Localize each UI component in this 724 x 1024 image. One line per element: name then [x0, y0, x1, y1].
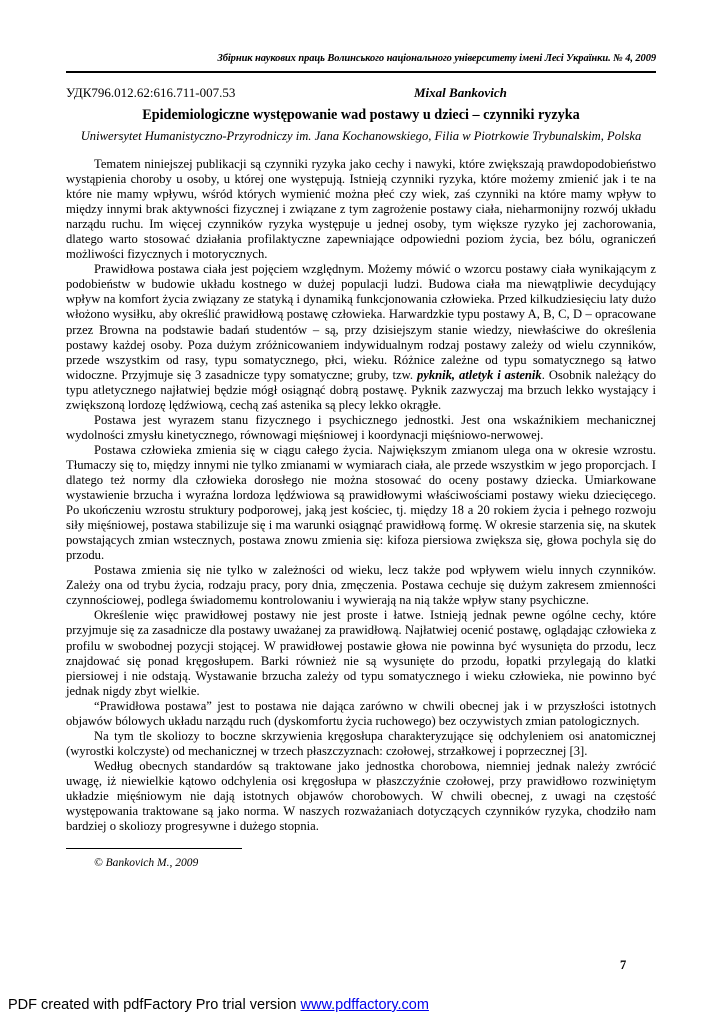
page-number: 7 — [620, 958, 627, 972]
journal-header: Збірник наукових праць Волинського національного університету імені Лесі Українки. № 4, 2009 — [217, 53, 656, 64]
paragraph-2-after: . Osobnik należący do typu atletycznego najłatwiej będzie mógł osiągnąć dobrą postawę. Pyknik zazwyczaj ma brzuch lekko wystający i zwiększoną lordozę lędźwiową, cechą zaś astenika są plecy lekko okrągłe. — [66, 367, 656, 412]
somatic-types-emphasis: pyknik, atletyk i astenik — [416, 367, 542, 382]
paragraph-2 — [66, 262, 656, 412]
document-page — [66, 52, 656, 870]
meta-line — [66, 85, 656, 101]
article-body — [66, 157, 656, 834]
paragraph-3: Postawa jest wyrazem stanu fizycznego i psychicznego jednostki. Jest ona wskaźnikiem mechanicznej wydolności zmysłu kinetycznego, równowagi mięśniowej i koordynacji mięśniowo-nerwowej. — [66, 412, 656, 442]
paragraph-7: “Prawidłowa postawa” jest to postawa nie dająca zarówno w chwili obecnej jak i w przyszłości istotnych objawów bólowych układu narządu ruch (dyskomfortu życia ruchowego) bez oczywistych zmian patologicznych. — [66, 698, 656, 728]
pdf-banner-text: PDF created with pdfFactory Pro trial version — [8, 997, 301, 1013]
paragraph-2-before: Prawidłowa postawa ciała jest pojęciem względnym. Możemy mówić o wzorcu postawy ciała wynikającym z podobieństw w budowie układu kostnego w dużej populacji ludzi. Budowa ciała ma niewątpliwie decydujący wpływ na komfort życia związany ze statyką i dynamiką funkcjonowania człowieka. Przed kilkudziesięciu laty dużo włożono wysiłku, aby określić prawidłową postawę człowieka. Harwardzkie typu postawy A, B, C, D – opracowane przez Browna na podstawie badań studentów – są, przy dzisiejszym stanie wiedzy, niewłaściwe do określenia postawy każdej osoby. Poza dużym zróżnicowaniem indywidualnym rodzaj postawy zależy od wielu czynników, przede wszystkim od rasy, typu somatycznego, płci, wieku. Różnice zależne od typu somatycznego są łatwo widoczne. Przyjmuje się 3 zasadnicze typy somatyczne; gruby, tzw. — [66, 262, 656, 382]
footnote-rule — [66, 848, 242, 849]
paragraph-8: Na tym tle skoliozy to boczne skrzywienia kręgosłupa charakteryzujące się odchyleniem osi anatomicznej (wyrostki kolczyste) od mechanicznej w trzech płaszczyznach: czołowej, strzałkowej i poprzecznej [3]. — [66, 728, 656, 758]
pdffactory-link[interactable]: www.pdffactory.com — [300, 997, 429, 1013]
author-name: Mixal Bankovich — [414, 85, 507, 100]
paragraph-9: Według obecnych standardów są traktowane jako jednostka chorobowa, niemniej jednak należy zwrócić uwagę, iż niewielkie kątowo odchylenia osi kręgosłupa w płaszczyźnie czołowej, przy prawidłowo rozwiniętym układzie mięśniowym nie dają istotnych objawów chorobowych. W chwili obecnej, z uwagi na częstość występowania traktowane są jako norma. W naszych rozważaniach dotyczących czynników ryzyka, chodziło nam bardziej o skoliozy progresywne i dużego stopnia. — [66, 758, 656, 834]
udk-code: УДК796.012.62:616.711-007.53 — [66, 85, 236, 100]
header-rule — [66, 71, 656, 73]
paragraph-6: Określenie więc prawidłowej postawy nie jest proste i łatwe. Istnieją jednak pewne ogólne cechy, które przyjmuje się za zasadnicze dla postawy uważanej za prawidłową. Najłatwiej ocenić postawę, oglądając człowieka z profilu w swobodnej pozycji stojącej. W prawidłowej postawie głowa nie powinna być wysunięta do przodu, lecz znajdować się ponad kręgosłupem. Barki również nie są wysunięte do przodu, łopatki przylegają do klatki piersiowej i nie odstają. Wystawanie brzucha zależy od typu somatycznego i wieku człowieka, nie powinno być jednak nigdy zbyt wielkie. — [66, 608, 656, 698]
paragraph-4: Postawa człowieka zmienia się w ciągu całego życia. Największym zmianom ulega ona w okresie wzrostu. Tłumaczy się to, między innymi nie tylko zmianami w wymiarach ciała, ale przede wszystkim w jego proporcjach. I dlatego też normy dla człowieka dorosłego nie można stosować do oceny postawy dziecka. Umiarkowane wystawienie brzucha i wyraźna lordoza lędźwiowa są prawidłowymi właściwościami postawy wieku dziecięcego. Po ukończeniu wzrostu struktury podporowej, jaką jest kościec, tj. między 18 a 20 rokiem życia i pełnego rozwoju siły mięśniowej, postawa stabilizuje się i ma warunki osiągnąć prawidłową formę. W okresie starzenia się, na skutek powstających zmian wstecznych, postawa znowu zmienia się: kifoza piersiowa zwiększa się, głowa pochyla się do przodu. — [66, 442, 656, 563]
paragraph-1: Tematem niniejszej publikacji są czynniki ryzyka jako cechy i nawyki, które zwiększają prawdopodobieństwo wystąpienia choroby u osoby, u której one występują. Istnieją czynniki ryzyka, które możemy zmienić jak i te na które nie mamy wpływu, wśród których wymienić można płeć czy wiek, zaś czynniki na które mamy wpływ to między innymi brak aktywności fizycznej i związane z tym zagrożenie postawy ciała, nieharmonijny rozwój układu narządu ruchu. Im więcej czynników ryzyka występuje u jednej osoby, tym większe ryzyko jej zachorowania, dlatego warto stosować działania profilaktyczne zapewniające odpowiedni poziom życia, bez bólu, ograniczeń możliwości fizycznych i motorycznych. — [66, 157, 656, 262]
author-affiliation: Uniwersytet Humanistyczno-Przyrodniczy im. Jana Kochanowskiego, Filia w Piotrkowie Trybunalskim, Polska — [80, 129, 642, 143]
pdf-banner — [8, 997, 429, 1013]
paragraph-5: Postawa zmienia się nie tylko w zależności od wieku, lecz także pod wpływem wielu innych czynników. Zależy ona od trybu życia, rodzaju pracy, pory dnia, zmęczenia. Postawa cechuje się dużym zakresem zmienności czynnościowej, podlega świadomemu kontrolowaniu i wywierają na nią także wpływ stany psychiczne. — [66, 563, 656, 608]
copyright-footnote: © Bankovich M., 2009 — [94, 857, 199, 870]
article-title: Epidemiologiczne występowanie wad postawy u dzieci – czynniki ryzyka — [142, 107, 580, 123]
